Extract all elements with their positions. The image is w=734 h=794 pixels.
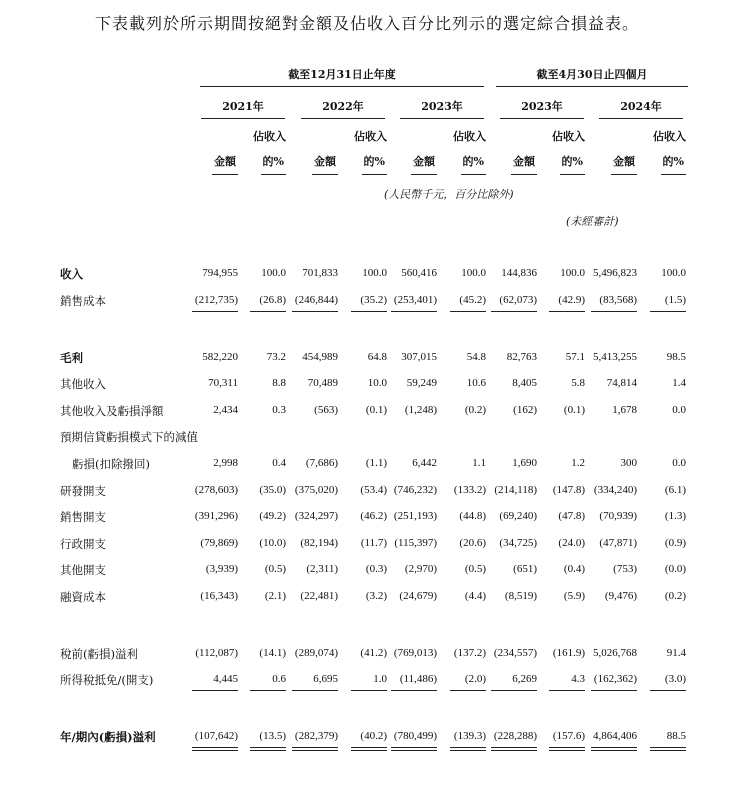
amount-cell: 300 <box>620 457 637 469</box>
amount-cell: (780,499) <box>393 730 437 742</box>
pct-cell: 64.8 <box>367 351 387 363</box>
group-rule-four-months <box>496 86 688 87</box>
underline <box>292 690 338 691</box>
amount-cell: 1,678 <box>612 404 637 416</box>
underline <box>292 311 338 312</box>
pct-cell: 98.5 <box>666 351 686 363</box>
pct-cell: 57.1 <box>565 351 585 363</box>
pct-cell: 54.8 <box>466 351 486 363</box>
underline <box>351 311 387 312</box>
amount-cell: 5,496,823 <box>593 267 637 279</box>
pct-cell: (45.2) <box>459 294 486 306</box>
amount-cell: 1,690 <box>512 457 537 469</box>
pct-cell: 73.2 <box>266 351 286 363</box>
amount-cell: 74,814 <box>606 377 637 389</box>
row-label: 收入 <box>60 267 83 281</box>
pct-cell: (1.5) <box>664 294 686 306</box>
amount-cell: 6,442 <box>412 457 437 469</box>
pct-header-label: 的% <box>661 151 686 175</box>
amount-cell: (2,970) <box>404 563 437 575</box>
currency-note: (人民幣千元，百分比除外) <box>384 188 514 201</box>
amount-cell: (9,476) <box>604 590 637 602</box>
amount-cell: (212,735) <box>194 294 238 306</box>
underline <box>549 311 585 312</box>
row-label: 年/期內(虧損)溢利 <box>60 730 156 744</box>
year-header: 2021年 <box>222 100 264 113</box>
year-header: 2022年 <box>322 100 364 113</box>
row-label: 銷售成本 <box>60 294 106 308</box>
pct-header-label: 的% <box>461 151 486 175</box>
pct-cell: 1.2 <box>571 457 585 469</box>
underline <box>491 311 537 312</box>
double-underline <box>192 747 238 751</box>
amount-header <box>192 151 238 175</box>
amount-cell: (2,311) <box>306 563 338 575</box>
pct-cell: 8.8 <box>272 377 286 389</box>
pct-header <box>650 151 686 175</box>
amount-cell: (1,248) <box>404 404 437 416</box>
pct-cell: (4.4) <box>464 590 486 602</box>
amount-cell: 794,955 <box>202 267 238 279</box>
pct-header-line1: 佔收入 <box>253 130 286 143</box>
pct-header <box>351 151 387 175</box>
row-label: 虧損(扣除撥回) <box>72 457 150 471</box>
amount-header <box>391 151 437 175</box>
pct-header <box>450 151 486 175</box>
amount-cell: (246,844) <box>294 294 338 306</box>
pct-header <box>549 151 585 175</box>
pct-cell: (157.6) <box>552 730 585 742</box>
pct-header-line1: 佔收入 <box>453 130 486 143</box>
underline <box>391 690 437 691</box>
amount-cell: 8,405 <box>512 377 537 389</box>
amount-cell: (24,679) <box>399 590 437 602</box>
pct-cell: (20.6) <box>459 537 486 549</box>
amount-cell: (34,725) <box>499 537 537 549</box>
pct-cell: (1.3) <box>664 510 686 522</box>
underline <box>491 690 537 691</box>
amount-cell: (251,193) <box>393 510 437 522</box>
pct-header-label: 的% <box>560 151 585 175</box>
pct-cell: (133.2) <box>453 484 486 496</box>
amount-cell: (214,118) <box>494 484 537 496</box>
amount-cell: (375,020) <box>294 484 338 496</box>
amount-cell: 6,695 <box>313 673 338 685</box>
double-underline <box>491 747 537 751</box>
pct-cell: (0.1) <box>563 404 585 416</box>
pct-cell: (44.8) <box>459 510 486 522</box>
amount-cell: (112,087) <box>195 647 238 659</box>
pct-cell: (0.5) <box>464 563 486 575</box>
amount-cell: 59,249 <box>406 377 437 389</box>
pct-cell: (10.0) <box>259 537 286 549</box>
amount-cell: (22,481) <box>300 590 338 602</box>
pct-header-label: 的% <box>261 151 286 175</box>
amount-cell: (79,869) <box>200 537 238 549</box>
amount-header <box>292 151 338 175</box>
pct-cell: 5.8 <box>571 377 585 389</box>
pct-cell: (1.1) <box>365 457 387 469</box>
underline <box>192 690 238 691</box>
pct-header-line1: 佔收入 <box>354 130 387 143</box>
amount-cell: (234,557) <box>493 647 537 659</box>
pct-cell: 0.0 <box>672 404 686 416</box>
double-underline <box>450 747 486 751</box>
year-header: 2023年 <box>421 100 463 113</box>
underline <box>250 690 286 691</box>
intro-text: 下表載列於所示期間按絕對金額及佔收入百分比列示的選定綜合損益表。 <box>94 14 639 33</box>
pct-cell: (42.9) <box>558 294 585 306</box>
amount-cell: (16,343) <box>200 590 238 602</box>
pct-cell: 1.1 <box>472 457 486 469</box>
amount-cell: (3,939) <box>205 563 238 575</box>
pct-cell: (2.1) <box>264 590 286 602</box>
amount-header <box>591 151 637 175</box>
row-label: 其他收入 <box>60 377 106 391</box>
double-underline <box>292 747 338 751</box>
pct-cell: (0.0) <box>664 563 686 575</box>
amount-cell: (47,871) <box>599 537 637 549</box>
amount-header-label: 金額 <box>411 151 437 175</box>
pct-cell: (2.0) <box>464 673 486 685</box>
amount-cell: (83,568) <box>599 294 637 306</box>
year-rule <box>201 118 285 119</box>
unaudited-note: (未經審計) <box>566 215 619 228</box>
row-label: 稅前(虧損)溢利 <box>60 647 138 661</box>
row-label: 研發開支 <box>60 484 106 498</box>
amount-cell: (70,939) <box>599 510 637 522</box>
pct-cell: (49.2) <box>259 510 286 522</box>
amount-cell: 5,413,255 <box>593 351 637 363</box>
pct-header-label: 的% <box>362 151 387 175</box>
amount-cell: (278,603) <box>194 484 238 496</box>
row-label: 其他開支 <box>60 563 106 577</box>
pct-cell: (46.2) <box>360 510 387 522</box>
amount-cell: 701,833 <box>302 267 338 279</box>
pct-cell: 88.5 <box>666 730 686 742</box>
amount-cell: (769,013) <box>393 647 437 659</box>
underline <box>450 311 486 312</box>
amount-cell: (107,642) <box>194 730 238 742</box>
underline <box>450 690 486 691</box>
double-underline <box>650 747 686 751</box>
pct-cell: 100.0 <box>661 267 686 279</box>
row-label: 銷售開支 <box>60 510 106 524</box>
double-underline <box>549 747 585 751</box>
pct-cell: 10.6 <box>466 377 486 389</box>
pct-cell: (26.8) <box>259 294 286 306</box>
amount-cell: 582,220 <box>202 351 238 363</box>
year-header: 2023年 <box>521 100 563 113</box>
pct-cell: (6.1) <box>664 484 686 496</box>
pct-cell: 0.3 <box>272 404 286 416</box>
group-header-four-months: 截至4月30日止四個月 <box>536 68 648 81</box>
year-rule <box>599 118 683 119</box>
pct-cell: (11.7) <box>360 537 387 549</box>
amount-cell: (7,686) <box>305 457 338 469</box>
amount-cell: (11,486) <box>399 673 437 685</box>
underline <box>549 690 585 691</box>
pct-header-line1: 佔收入 <box>552 130 585 143</box>
amount-cell: 560,416 <box>401 267 437 279</box>
pct-header-line1: 佔收入 <box>653 130 686 143</box>
pct-cell: (0.2) <box>664 590 686 602</box>
amount-cell: 2,998 <box>213 457 238 469</box>
row-label: 所得稅抵免/(開支) <box>60 673 154 687</box>
amount-cell: 70,311 <box>208 377 238 389</box>
year-rule <box>400 118 484 119</box>
underline <box>391 311 437 312</box>
pct-cell: (0.4) <box>563 563 585 575</box>
amount-cell: (162) <box>513 404 537 416</box>
amount-cell: (753) <box>613 563 637 575</box>
amount-cell: 6,269 <box>512 673 537 685</box>
pct-cell: 0.4 <box>272 457 286 469</box>
row-label: 其他收入及虧損淨額 <box>60 404 164 418</box>
pct-cell: (5.9) <box>563 590 585 602</box>
amount-cell: (82,194) <box>300 537 338 549</box>
row-label: 行政開支 <box>60 537 106 551</box>
amount-cell: (289,074) <box>294 647 338 659</box>
amount-cell: (253,401) <box>393 294 437 306</box>
underline <box>591 690 637 691</box>
double-underline <box>591 747 637 751</box>
amount-cell: 4,864,406 <box>593 730 637 742</box>
row-label: 融資成本 <box>60 590 106 604</box>
amount-cell: 2,434 <box>213 404 238 416</box>
year-header: 2024年 <box>620 100 662 113</box>
underline <box>591 311 637 312</box>
underline <box>250 311 286 312</box>
amount-cell: (228,288) <box>493 730 537 742</box>
pct-cell: (47.8) <box>558 510 585 522</box>
pct-cell: (139.3) <box>453 730 486 742</box>
pct-cell: (137.2) <box>453 647 486 659</box>
underline <box>192 311 238 312</box>
group-rule-year <box>200 86 484 87</box>
amount-cell: (746,232) <box>393 484 437 496</box>
pct-cell: (0.2) <box>464 404 486 416</box>
amount-header-label: 金額 <box>212 151 238 175</box>
amount-cell: (563) <box>314 404 338 416</box>
amount-cell: (334,240) <box>593 484 637 496</box>
amount-header <box>491 151 537 175</box>
pct-cell: 1.4 <box>672 377 686 389</box>
amount-cell: (115,397) <box>394 537 437 549</box>
pct-cell: (3.2) <box>365 590 387 602</box>
group-header-year: 截至12月31日止年度 <box>288 68 396 81</box>
amount-cell: (62,073) <box>499 294 537 306</box>
pct-cell: (0.5) <box>264 563 286 575</box>
pct-cell: (14.1) <box>259 647 286 659</box>
amount-cell: 4,445 <box>213 673 238 685</box>
pct-cell: 0.0 <box>672 457 686 469</box>
amount-cell: (69,240) <box>499 510 537 522</box>
amount-header-label: 金額 <box>312 151 338 175</box>
pct-cell: 100.0 <box>261 267 286 279</box>
pct-cell: (0.3) <box>365 563 387 575</box>
amount-cell: (282,379) <box>294 730 338 742</box>
pct-cell: 10.0 <box>367 377 387 389</box>
underline <box>650 311 686 312</box>
amount-cell: (651) <box>513 563 537 575</box>
row-label: 毛利 <box>60 351 83 365</box>
pct-cell: (0.1) <box>365 404 387 416</box>
amount-header-label: 金額 <box>611 151 637 175</box>
amount-header-label: 金額 <box>511 151 537 175</box>
amount-cell: (8,519) <box>504 590 537 602</box>
underline <box>650 690 686 691</box>
year-rule <box>500 118 584 119</box>
underline <box>351 690 387 691</box>
pct-cell: 4.3 <box>571 673 585 685</box>
pct-cell: (147.8) <box>552 484 585 496</box>
amount-cell: (162,362) <box>593 673 637 685</box>
double-underline <box>351 747 387 751</box>
amount-cell: 82,763 <box>506 351 537 363</box>
pct-cell: (13.5) <box>259 730 286 742</box>
amount-cell: 454,989 <box>302 351 338 363</box>
double-underline <box>391 747 437 751</box>
amount-cell: (391,296) <box>194 510 238 522</box>
pct-cell: (53.4) <box>360 484 387 496</box>
amount-cell: 5,026,768 <box>593 647 637 659</box>
pct-cell: 100.0 <box>362 267 387 279</box>
pct-cell: (40.2) <box>360 730 387 742</box>
row-label: 預期信貸虧損模式下的減值 <box>60 430 198 444</box>
pct-cell: 100.0 <box>560 267 585 279</box>
year-rule <box>301 118 385 119</box>
pct-cell: (161.9) <box>552 647 585 659</box>
pct-cell: 100.0 <box>461 267 486 279</box>
pct-cell: (35.2) <box>360 294 387 306</box>
amount-cell: 70,489 <box>307 377 338 389</box>
pct-cell: (24.0) <box>558 537 585 549</box>
amount-cell: (324,297) <box>294 510 338 522</box>
double-underline <box>250 747 286 751</box>
pct-cell: (0.9) <box>664 537 686 549</box>
pct-cell: 91.4 <box>666 647 686 659</box>
pct-cell: (41.2) <box>360 647 387 659</box>
amount-cell: 307,015 <box>401 351 437 363</box>
amount-cell: 144,836 <box>501 267 537 279</box>
pct-cell: 0.6 <box>272 673 286 685</box>
pct-cell: (35.0) <box>259 484 286 496</box>
pct-cell: (3.0) <box>664 673 686 685</box>
pct-header <box>250 151 286 175</box>
pct-cell: 1.0 <box>373 673 387 685</box>
